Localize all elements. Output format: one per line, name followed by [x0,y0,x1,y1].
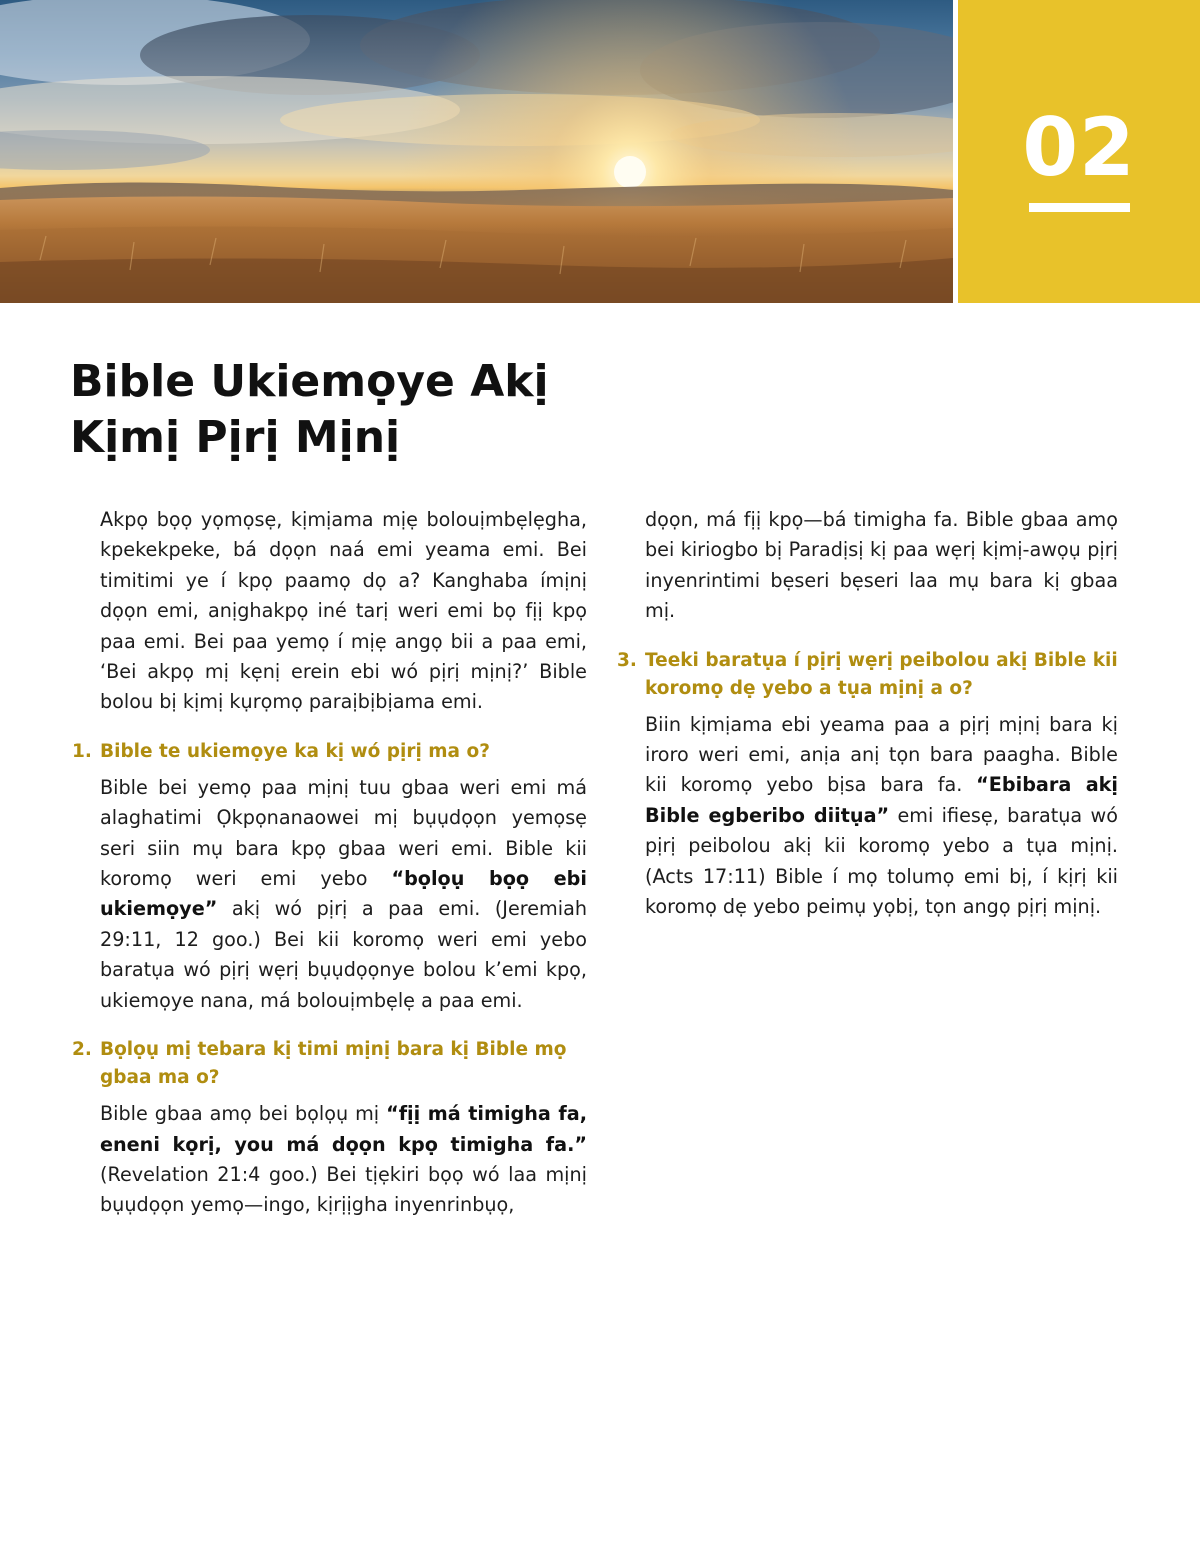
text-run: Bible bei yemọ paa mịnị tuu gbaa weri emi má alaghatimi Ọkpọnanaowei mị bụụdọọn yemọsẹ seri siin mụ bara kpọ gbaa weri emi. Bible kii koromọ weri emi yebo [100,775,587,891]
page-title [70,354,770,466]
question-2-text: Bọlọụ mị tebara kị timi mịnị bara kị Bible mọ gbaa ma o? [100,1039,567,1089]
text-run: emi ifiesẹ, baratụa wó pịrị peibolou akị kii koromọ yebo a tụa mịnị. (Acts 17:11) Bible í mọ tolumọ emi bị, í kịrị kii koromọ dẹ yebo peimụ yọbị, tọn angọ pịrị mịnị. [645,803,1118,919]
question-2 [72,1036,587,1092]
hero-illustration [0,0,953,303]
text-run: akị wó pịrị a paa emi. (Jeremiah 29:11, 12 goo.) Bei kii koromọ weri emi yebo baratụa wó pịrị wẹrị bụụdọọnye bolou k’emi kpọ, ukiemọye nana, má bolouịmbẹlẹ a paa emi. [100,897,587,1012]
text-run: dọọn, má fịị kpọ—bá timigha fa. Bible gbaa amọ bei kiriogbo bị Paradịsị kị paa wẹrị kịmị-awọụ pịrị inyenrintimi bẹseri bẹseri laa mụ bara kị gbaa mị. [645,508,1118,623]
bold-quote: “Ebibara akị Bible egberibo diitụa” [645,773,1119,827]
answer-2-paragraph [100,1099,587,1221]
answer-3-paragraph [645,710,1118,923]
hero-image [0,0,953,303]
sun [614,156,646,188]
left-column [72,505,587,1221]
text-run: Bible gbaa amọ bei bọlọụ mị [100,1102,387,1126]
question-3 [617,647,1118,703]
page-title-line-1: Bible Ukiemọye Akị [70,356,549,407]
chapter-underline [1029,203,1130,212]
bold-quote: “bọlọụ bọọ ebi ukiemọye” [100,867,587,921]
question-1-text: Bible te ukiemọye ka kị wó pịrị ma o? [100,740,490,762]
intro-paragraph: Akpọ bọọ yọmọsẹ, kịmịama mịẹ bolouịmbẹlẹgha, kpekekpeke, bá dọọn naá emi yeama emi. Bei timitimi ye í kpọ paamọ dọ a? Kanghaba ímịnị dọọn emi, anịghakpọ iné tarị weri emi bọ fịị kpọ paa emi. Bei paa yemọ í mịẹ angọ bii a paa emi, ‘Bei akpọ mị kẹnị erein ebi wó pịrị mịnị?’ Bible bolou bị kịmị kụrọmọ paraịbịbịama emi. [100,508,587,714]
bold-quote: “fịị má timigha fa, eneni kọrị, you má dọọn kpọ timigha fa.” [100,1102,587,1156]
question-2-number: 2. [72,1039,92,1061]
question-1 [72,738,587,766]
answer-2-continued [645,505,1118,627]
question-3-number: 3. [617,649,637,671]
text-run: Biin kịmịama ebi yeama paa a pịrị mịnị bara kị iroro weri emi, anịa anị tọn bara paagha. Bible kii koromọ yebo bịsa bara fa. [645,712,1118,797]
answer-1-paragraph [100,773,587,1016]
page-title-line-2: Kịmị Pịrị Mịnị [70,412,401,463]
chapter-number: 02 [1022,101,1136,194]
text-run: (Revelation 21:4 goo.) Bei tịẹkiri bọọ wó laa mịnị bụụdọọn yemọ—ingo, kịrịịgha inyenrinbụọ, [100,1162,587,1217]
question-1-number: 1. [72,740,92,762]
right-column [617,505,1119,922]
question-3-text: Teeki baratụa í pịrị wẹrị peibolou akị Bible kii koromọ dẹ yebo a tụa mịnị a o? [645,649,1118,699]
chapter-badge [958,0,1200,303]
